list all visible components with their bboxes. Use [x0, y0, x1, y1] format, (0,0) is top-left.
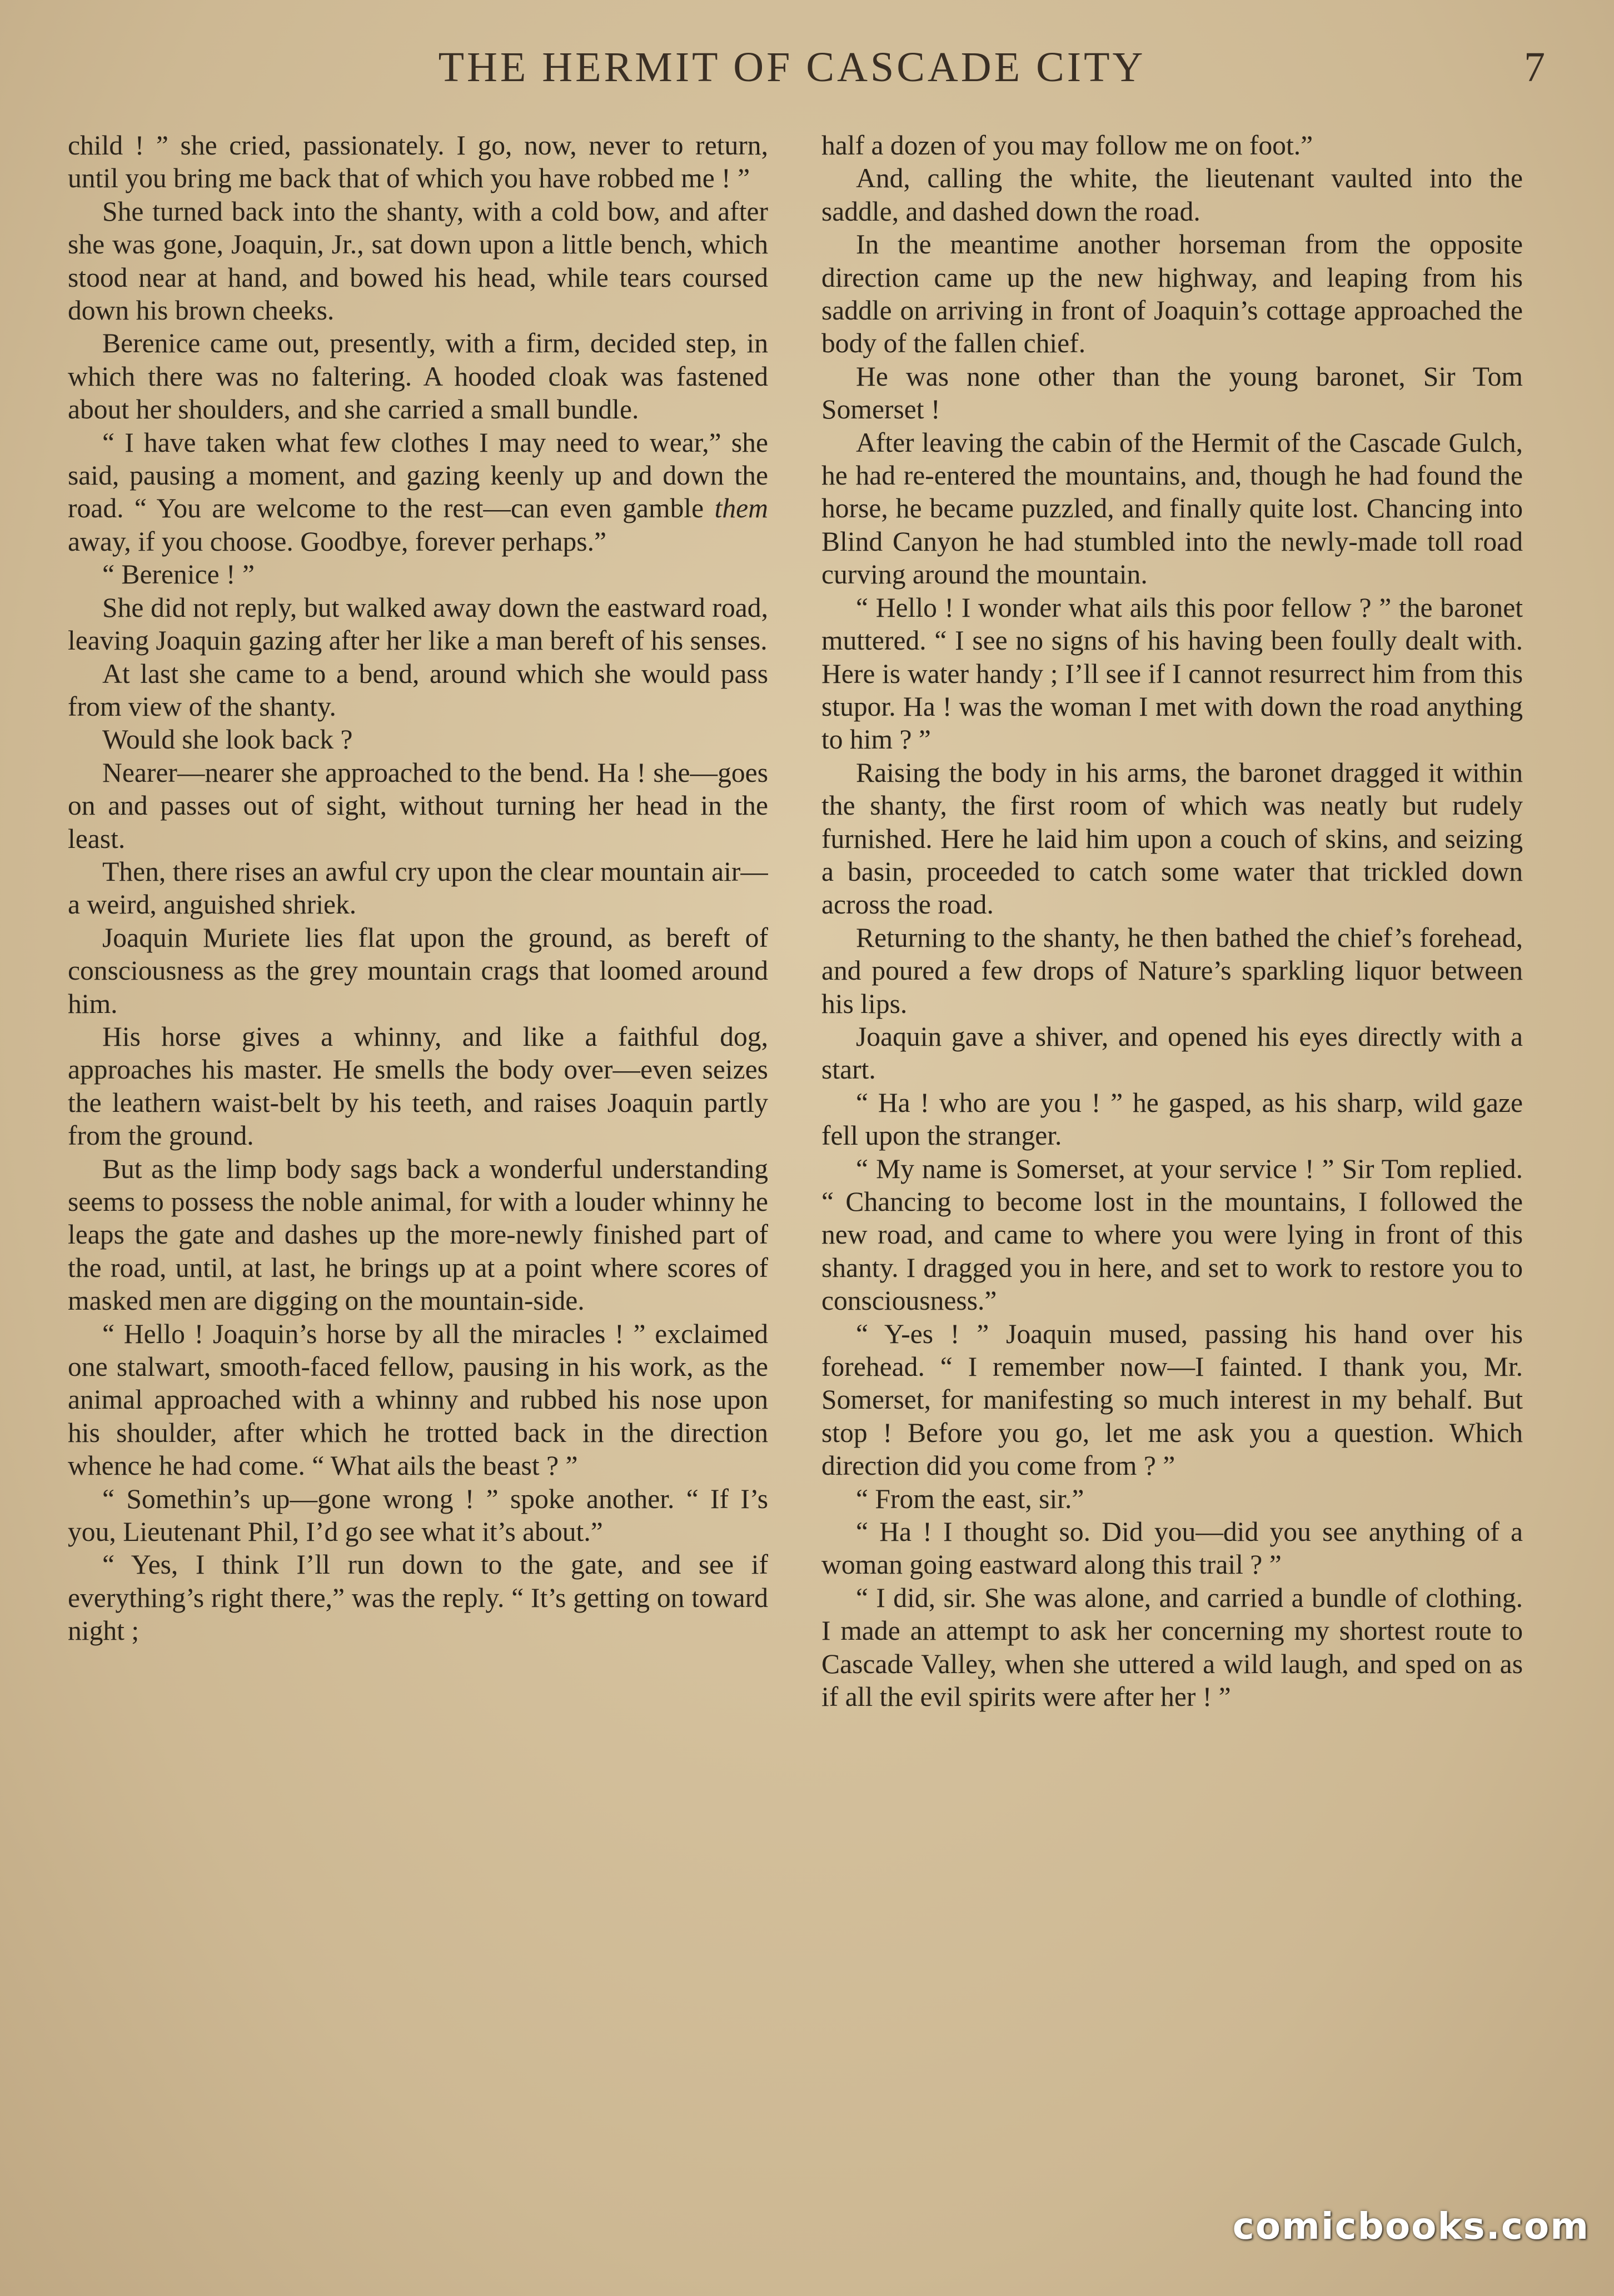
left-column — [68, 129, 768, 2229]
paragraph: “ I did, sir. She was alone, and carried a bundle of clothing. I made an attempt to ask her concerning my shortest route to Cascade Valley, when she uttered a wild laugh, and sped on as if all the evil spirits were after her ! ” — [821, 1582, 1523, 1713]
paragraph: half a dozen of you may follow me on foot.” — [821, 130, 1313, 161]
paragraph: She did not reply, but walked away down the eastward road, leaving Joaquin gazing after her like a man bereft of his senses. — [68, 592, 768, 656]
paragraph: “ Hello ! Joaquin’s horse by all the miracles ! ” exclaimed one stalwart, smooth-faced fellow, pausing in his work, as the animal approached with a whinny and rubbed his nose upon his shoulder, after which he trotted back in the direction whence he had come. “ What ails the beast ? ” — [68, 1318, 768, 1481]
paragraph: “ From the east, sir.” — [856, 1483, 1084, 1514]
paragraph: She turned back into the shanty, with a cold bow, and after she was gone, Joaquin, Jr., sat down upon a little bench, which stood near at hand, and bowed his head, while tears coursed down his brown cheeks. — [68, 196, 768, 326]
paragraph: “ Ha ! who are you ! ” he gasped, as his sharp, wild gaze fell upon the stranger. — [821, 1087, 1523, 1151]
paragraph: But as the limp body sags back a wonderful understanding seems to possess the noble animal, for with a louder whinny he leaps the gate and dashes up the more-newly finished part of the road, until, at last, he brings up at a point where scores of masked men are digging on the mountain-side. — [68, 1153, 768, 1316]
paragraph: child ! ” she cried, passionately. I go, now, never to return, until you bring me back that of which you have robbed me ! ” — [68, 130, 768, 194]
paragraph: “ Yes, I think I’ll run down to the gate, and see if everything’s right there,” was the reply. “ It’s getting on toward night ; — [68, 1549, 768, 1646]
paragraph: “ Y-es ! ” Joaquin mused, passing his hand over his forehead. “ I remember now—I fainted. I thank you, Mr. Somerset, for manifesting so much interest in my behalf. But stop ! Before you go, let me ask you a question. Which direction did you come from ? ” — [821, 1318, 1523, 1481]
paragraph: Raising the body in his arms, the baronet dragged it within the shanty, the first room of which was neatly but rudely furnished. Here he laid him upon a couch of skins, and seizing a basin, proceeded to catch some water that trickled down across the road. — [821, 757, 1523, 920]
paragraph: “ Ha ! I thought so. Did you—did you see anything of a woman going eastward along this trail ? ” — [821, 1516, 1523, 1580]
paragraph: After leaving the cabin of the Hermit of the Cascade Gulch, he had re-entered the mountains, and, though he had found the horse, he became puzzled, and finally quite lost. Chancing into Blind Canyon he had stumbled into the newly-made toll road curving around the mountain. — [821, 427, 1523, 590]
paragraph: Then, there rises an awful cry upon the clear mountain air—a weird, anguished shriek. — [68, 856, 768, 920]
paragraph: At last she came to a bend, around which she would pass from view of the shanty. — [68, 658, 768, 722]
paragraph: And, calling the white, the lieutenant vaulted into the saddle, and dashed down the road. — [821, 163, 1523, 227]
paragraph: Joaquin gave a shiver, and opened his eyes directly with a start. — [821, 1021, 1523, 1085]
paragraph-text: “ I have taken what few clothes I may need to wear,” she said, pausing a moment, and gazing keenly up and down the road. “ You are welcome to the rest—can even gamble — [68, 427, 768, 524]
paragraph: Joaquin Muriete lies flat upon the ground, as bereft of consciousness as the grey mountain crags that loomed around him. — [68, 922, 768, 1019]
paragraph: “ Berenice ! ” — [102, 559, 255, 590]
page-number: 7 — [1524, 44, 1545, 91]
paragraph: In the meantime another horseman from the opposite direction came up the new highway, and leaping from his saddle on arriving in front of Joaquin’s cottage approached the body of the fallen chief. — [821, 229, 1523, 359]
paragraph: “ Somethin’s up—gone wrong ! ” spoke another. “ If I’s you, Lieutenant Phil, I’d go see what it’s about.” — [68, 1483, 768, 1548]
running-title: THE HERMIT OF CASCADE CITY — [438, 44, 1146, 91]
paragraph: He was none other than the young baronet, Sir Tom Somerset ! — [821, 361, 1523, 425]
emphasis-text: them — [714, 493, 768, 524]
paragraph: His horse gives a whinny, and like a faithful dog, approaches his master. He smells the body over—even seizes the leathern waist-belt by his teeth, and raises Joaquin partly from the ground. — [68, 1021, 768, 1151]
paragraph: Berenice came out, presently, with a firm, decided step, in which there was no faltering. A hooded cloak was fastened about her shoulders, and she carried a small bundle. — [68, 328, 768, 425]
paragraph: Returning to the shanty, he then bathed the chief’s forehead, and poured a few drops of Nature’s sparkling liquor between his lips. — [821, 922, 1523, 1019]
paragraph: “ Hello ! I wonder what ails this poor fellow ? ” the baronet muttered. “ I see no signs of his having been foully dealt with. Here is water handy ; I’ll see if I cannot resurrect him from this stupor. Ha ! was the woman I met with down the road anything to him ? ” — [821, 592, 1523, 755]
paragraph — [68, 426, 768, 558]
watermark-text: comicbooks.com — [1232, 2205, 1590, 2248]
right-column — [821, 129, 1523, 2229]
page-header — [0, 43, 1614, 104]
paragraph: Would she look back ? — [102, 724, 353, 755]
paragraph: “ My name is Somerset, at your service ! ” Sir Tom replied. “ Chancing to become lost in the mountains, I followed the new road, and came to where you were lying in front of this shanty. I dragged you in here, and set to work to restore you to consciousness.” — [821, 1153, 1523, 1316]
paragraph: Nearer—nearer she approached to the bend. Ha ! she—goes on and passes out of sight, without turning her head in the least. — [68, 757, 768, 854]
paragraph-text: away, if you choose. Goodbye, forever perhaps.” — [68, 526, 607, 557]
